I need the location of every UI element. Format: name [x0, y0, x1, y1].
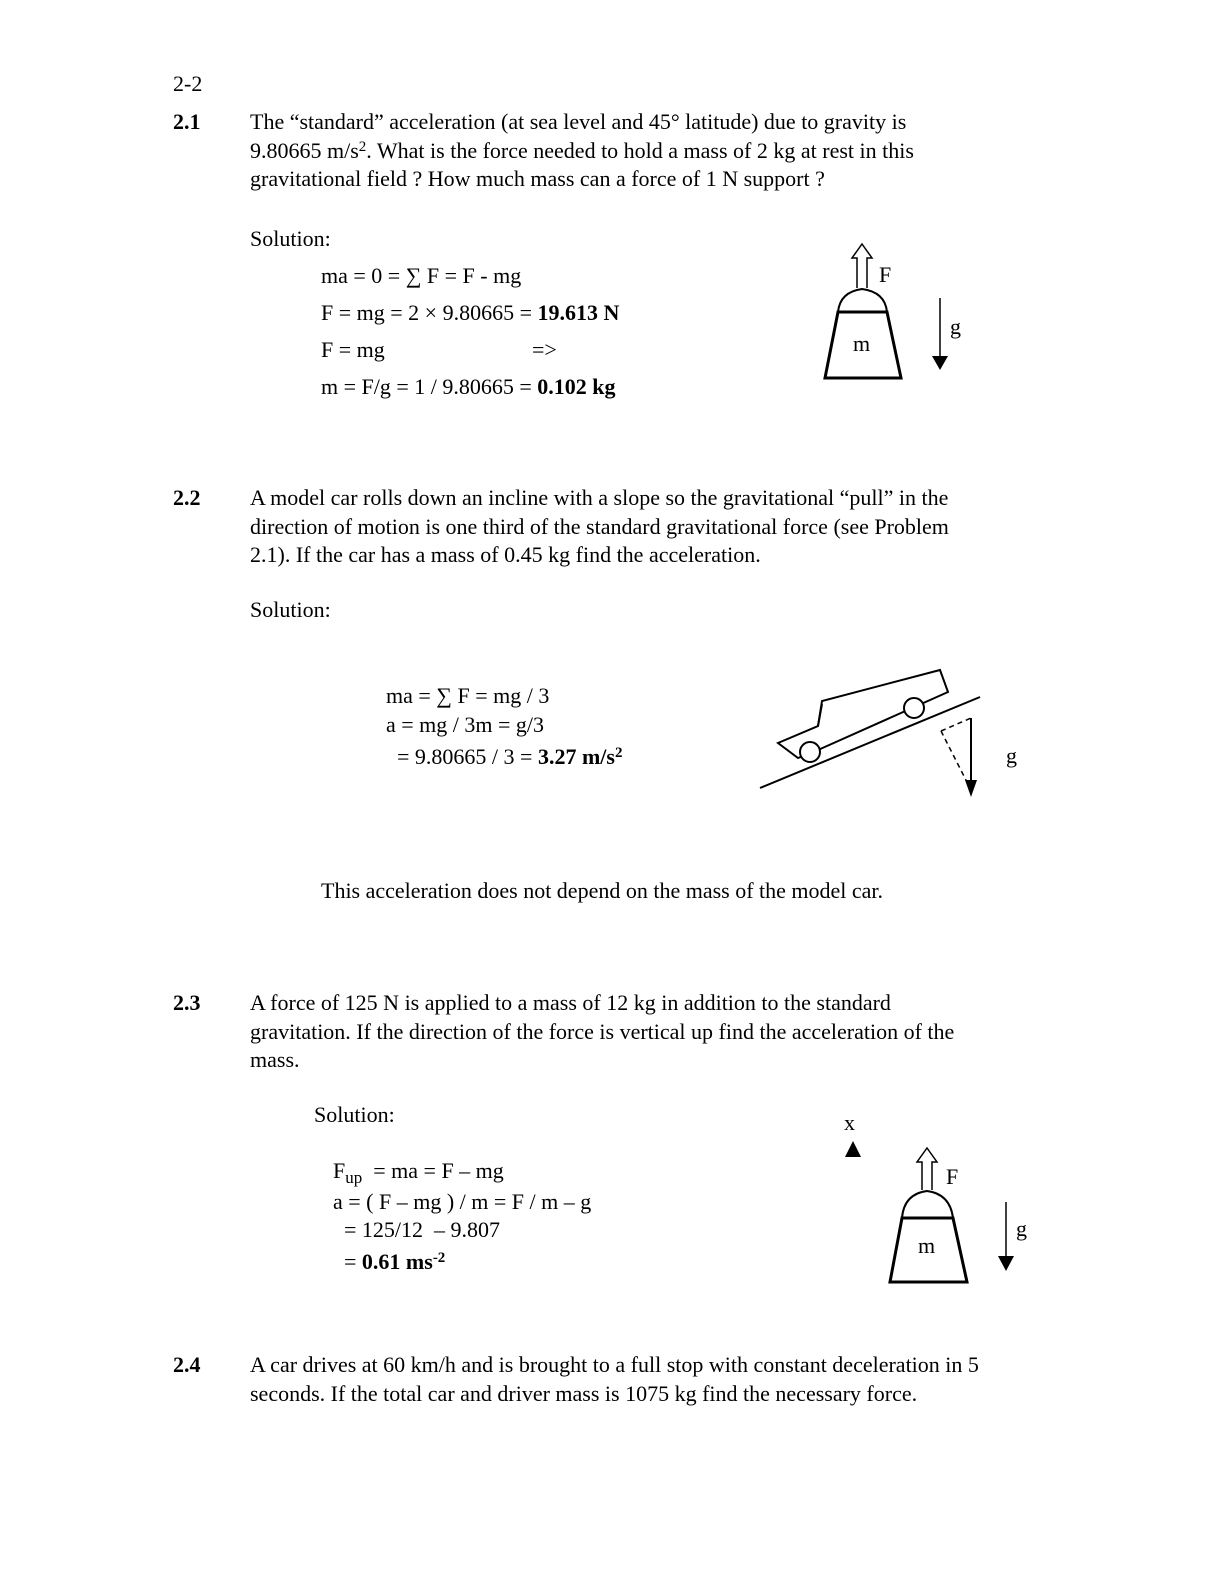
- implies-arrow: =>: [532, 337, 557, 362]
- force-arrow-icon: [917, 1148, 937, 1190]
- force-label: F: [879, 262, 892, 287]
- statement-line: A car drives at 60 km/h and is brought to a full stop with constant deceleration in 5: [250, 1352, 979, 1377]
- weight-dome: [902, 1191, 953, 1218]
- statement-line: A force of 125 N is applied to a mass of 12 kg in addition to the standard: [250, 990, 891, 1015]
- gravity-label: g: [950, 314, 961, 339]
- axis-label: x: [844, 1110, 855, 1135]
- solution-label: Solution:: [250, 226, 331, 251]
- equation: = 125/12 – 9.807: [333, 1217, 501, 1242]
- equation: ma = ∑ F = mg / 3: [386, 683, 550, 708]
- statement-line: mass.: [250, 1047, 300, 1072]
- equation: a = mg / 3m = g/3: [386, 712, 545, 737]
- statement-line: A model car rolls down an incline with a slope so the gravitational “pull” in the: [250, 485, 949, 510]
- problem-statement: [250, 1351, 1040, 1408]
- equation: m = F/g = 1 / 9.80665 = 0.102 kg: [321, 374, 616, 399]
- statement-line: 2.1). If the car has a mass of 0.45 kg find the acceleration.: [250, 542, 761, 567]
- statement-line: seconds. If the total car and driver mass is 1075 kg find the necessary force.: [250, 1380, 918, 1406]
- gravity-label: g: [1016, 1216, 1027, 1241]
- page-number: 2-2: [173, 71, 203, 96]
- mass-label: m: [918, 1233, 936, 1258]
- equation: F = mg: [321, 337, 385, 362]
- equation: = 9.80665 / 3 = 3.27 $m/s^2$: [386, 744, 623, 769]
- axis-arrow-icon: [845, 1141, 861, 1157]
- mass-label: m: [853, 331, 871, 356]
- statement-line: 9.80665 $m/s^2$. What is the force needed to hold a mass of 2 kg at rest in this: [250, 137, 914, 163]
- equation: ma = 0 = ∑ F = F - mg: [321, 263, 522, 288]
- problem-number: 2.3: [173, 990, 201, 1015]
- statement-line: gravitation. If the direction of the force is vertical up find the acceleration of the: [250, 1018, 955, 1044]
- equation: $F_{up}$ = ma = F – mg: [333, 1158, 504, 1187]
- problem-number: 2.1: [173, 109, 201, 134]
- problem-number: 2.4: [173, 1352, 201, 1377]
- gravity-label: g: [1006, 743, 1017, 768]
- force-label: F: [946, 1164, 959, 1189]
- statement-line: direction of motion is one third of the standard gravitational force (see Problem: [250, 513, 949, 539]
- statement-line: gravitational field ? How much mass can a force of 1 N support ?: [250, 166, 825, 191]
- conclusion-note: This acceleration does not depend on the mass of the model car.: [321, 878, 884, 903]
- statement-line: The “standard” acceleration (at sea level and 45° latitude) due to gravity is: [250, 109, 907, 134]
- equation: F = mg = 2 × 9.80665 = 19.613 N: [321, 300, 620, 325]
- problem-number: 2.2: [173, 485, 201, 510]
- solution-label: Solution:: [314, 1102, 395, 1127]
- solution-label: Solution:: [250, 597, 331, 622]
- equation: = 0.61 $ms^{-2}$: [333, 1249, 446, 1274]
- equation: a = ( F – mg ) / m = F / m – g: [333, 1189, 592, 1214]
